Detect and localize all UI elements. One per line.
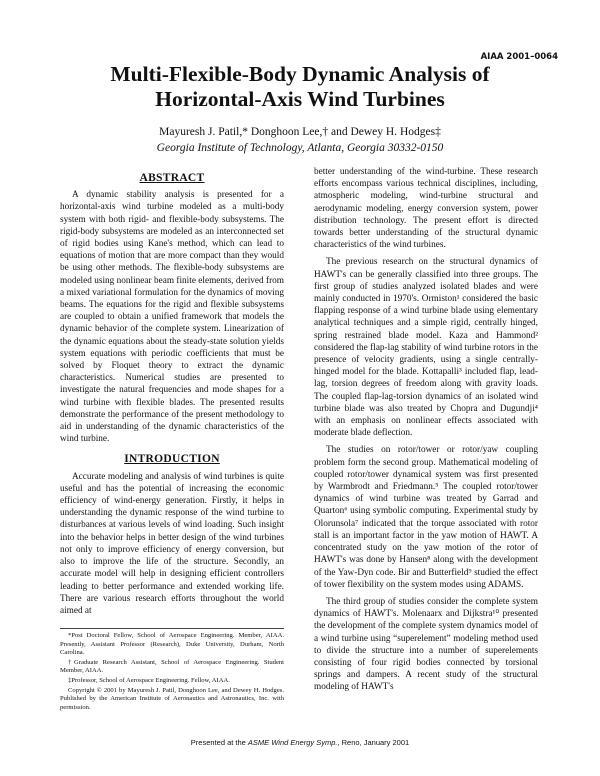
footer-suffix: , Reno, January 2001 bbox=[337, 738, 410, 747]
rotor-tower-paragraph: The studies on rotor/tower or rotor/yaw coupling problem form the second group. Mathematical modeling of coupled rotor/tower dynamical system was first presented by Warmbrodt and Friedmann.⁵ The coupled rotor/tower dynamics of wind turbine was treated by Garrad and Quarton⁶ using symbolic computing. Experimental study by Olorunsola⁷ indicated that the torque associated with rotor stall is an important factor in the yaw motion of HAWT. A concentrated study on the yaw motion of the rotor of HAWT's was done by Hansen⁸ along with the development of the Yaw-Dyn code. Bir and Butterfield⁹ studied the effect of tower flexibility on the system modes using ADAMS. bbox=[314, 445, 538, 590]
system-dynamics-paragraph: The third group of studies consider the complete system dynamics of HAWT's. Molenaarx and Dijkstra¹⁰ presented the development of the complete system dynamics model of a wind turbine using “superelement” modeling method used to divide the structure into a number of superelements consisting of four rigid bodies connected by torsional springs and dampers. A recent study of the structural modeling of HAWT's bbox=[314, 596, 538, 693]
footer-prefix: Presented at the bbox=[190, 738, 248, 747]
title-line-2: Horizontal-Axis Wind Turbines bbox=[155, 87, 445, 111]
copyright-notice: Copyright © 2001 by Mayuresh J. Patil, Donghoon Lee, and Dewey H. Hodges. Published by the American Institute of Aeronautics and Astronautics, Inc. with permission. bbox=[60, 686, 284, 711]
previous-research-paragraph: The previous research on the structural dynamics of HAWT's can be generally classified into three groups. The first group of studies analyzed isolated blades and were mainly conducted in 1970's. Ormiston¹ considered the basic flapping response of a wind turbine blade using elementary analytical techniques and a simple rigid, centrally hinged, spring restrained blade model. Kaza and Hammond² considered the flap-lag stability of wind turbine rotors in the presence of velocity gradients, using a single centrally-hinged model for the blade. Kottapalli³ included flap, lead-lag, torsion degrees of freedom along with gravity loads. The coupled flap-lag-torsion dynamics of an isolated wind turbine blade was also treated by Chopra and Dugundji⁴ with an emphasis on nonlinear effects associated with moderate blade deflection. bbox=[314, 257, 538, 439]
title-line-1: Multi-Flexible-Body Dynamic Analysis of bbox=[110, 62, 490, 86]
page-footer bbox=[0, 738, 600, 747]
footnotes bbox=[60, 628, 284, 713]
right-column bbox=[314, 166, 538, 699]
introduction-paragraph: Accurate modeling and analysis of wind turbines is quite useful and has the potential of increasing the economic efficiency of wind-energy generation. Firstly, it helps in understanding the dynamic response of the wind turbine to disturbances at various levels of wind loading. Such insight into the behavior helps in better design of the wind turbines not only to improve efficiency of energy conversion, but also to improve the life of the structure. Secondly, an accurate model will help in designing efficient controllers leading to better performance and extended working life. There are various research efforts throughout the world aimed at bbox=[60, 471, 284, 616]
affiliation: Georgia Institute of Technology, Atlanta, Georgia 30332-0150 bbox=[156, 142, 444, 154]
footer-conference: ASME Wind Energy Symp. bbox=[247, 738, 338, 747]
introduction-heading: INTRODUCTION bbox=[124, 453, 220, 466]
footnote-2: †Graduate Research Assistant, School of Aerospace Engineering. Student Member, AIAA. bbox=[60, 658, 284, 675]
footnote-1: *Post Doctoral Fellow, School of Aerospace Engineering. Member, AIAA. Presently, Assistant Professor (Research), Duke University, Durham, North Carolina. bbox=[60, 632, 284, 657]
left-column bbox=[60, 172, 284, 622]
footnote-3: ‡Professor, School of Aerospace Engineering. Fellow, AIAA. bbox=[68, 676, 230, 684]
abstract-heading: ABSTRACT bbox=[139, 172, 205, 184]
paper-title bbox=[0, 62, 600, 112]
abstract-text: A dynamic stability analysis is presented for a horizontal-axis wind turbine modeled as a multi-body system with both rigid- and flexible-body subsystems. The rigid-body subsystems are modeled as an interconnected set of rigid bodies using Kane's method, which can lead to equations of motion that are more compact than they would be using other methods. The flexible-body subsystems are modeled using nonlinear beam finite elements, derived from a mixed variational formulation for the dynamics of moving beams. The equations for the rigid and flexible subsystems are coupled to obtain a unified framework that models the dynamic behavior of the complete system. Linearization of the dynamic equations about the steady-state solution yields system equations with periodic coefficients that must be solved by Floquet theory to extract the dynamic characteristics. Numerical studies are presented to investigate the natural frequencies and mode shapes for a wind turbine with flexible blades. The presented results demonstrate the performance of the present methodology to aid in understanding of the dynamic characteristics of the wind turbine. bbox=[60, 190, 284, 445]
author-list: Mayuresh J. Patil,* Donghoon Lee,† and Dewey H. Hodges‡ bbox=[159, 126, 441, 138]
continued-paragraph: better understanding of the wind-turbine. These research efforts encompass various technical disciplines, including, atmospheric modeling, wind-turbine structural and aerodynamic modeling, energy conversion system, power distribution technology. The present effort is directed towards better understanding of the structural dynamic characteristics of the wind turbines. bbox=[314, 167, 538, 251]
paper-id: AIAA 2001–0064 bbox=[480, 52, 558, 62]
